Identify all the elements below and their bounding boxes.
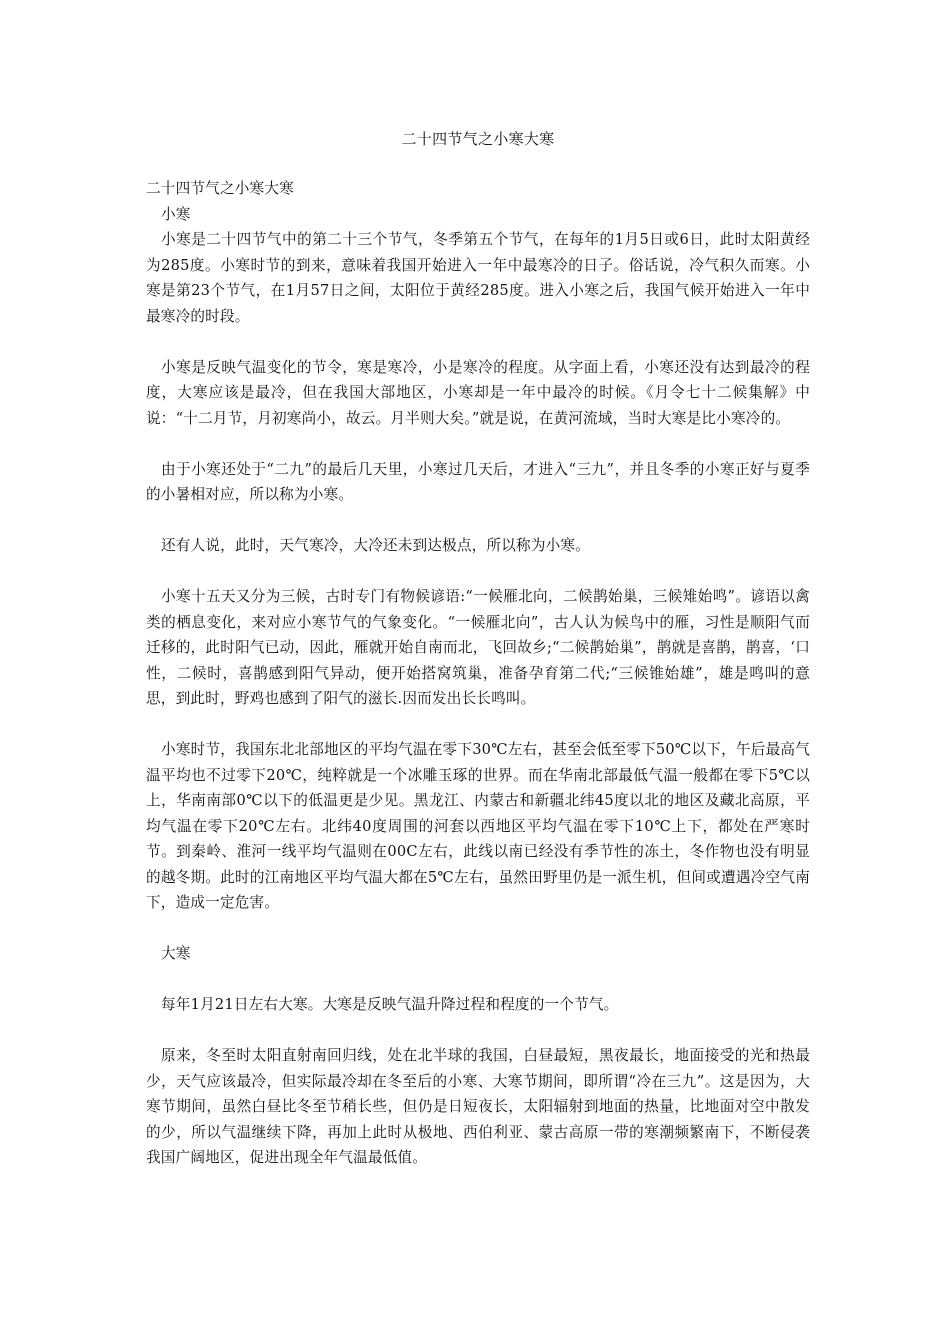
paragraph: 小寒时节，我国东北北部地区的平均气温在零下30℃左右，甚至会低至零下50℃以下，午后最高气温平均也不过零下20℃，纯粹就是一个冰雕玉琢的世界。而在华南北部最低气温一般都在零下5℃以上，华南南部0℃以下的低温更是少见。黑龙江、内蒙古和新疆北纬45度以北的地区及藏北高原，平均气温在零下20℃左右。北纬40度周围的河套以西地区平均气温在零下10℃上下，都处在严寒时节。到秦岭、淮河一线平均气温则在00C左右，此线以南已经没有季节性的冻土，冬作物也没有明显的越冬期。此时的江南地区平均气温大都在5℃左右，虽然田野里仍是一派生机，但间或遭遇冷空气南下，造成一定危害。 [146,741,810,911]
paragraph: 小寒是反映气温变化的节令，寒是寒冷，小是寒冷的程度。从字面上看，小寒还没有达到最冷的程度，大寒应该是最冷，但在我国大部地区，小寒却是一年中最冷的时候。《月令七十二候集解》中说：“十二月节，月初寒尚小，故云。月半则大矣。”就是说，在黄河流域，当时大寒是比小寒冷的。 [146,358,810,427]
paragraph: 原来，冬至时太阳直射南回归线，处在北半球的我国，白昼最短，黑夜最长，地面接受的光和热最少，天气应该最冷，但实际最冷却在冬至后的小寒、大寒节期间，即所谓“冷在三九”。这是因为，大寒节期间，虽然白昼比冬至节稍长些，但仍是日短夜长，太阳辐射到地面的热量，比地面对空中散发的少，所以气温继续下降，再加上此时从极地、西伯利亚、蒙古高原一带的寒潮频繁南下，不断侵袭我国广阔地区，促进出现全年气温最低值。 [146,1047,810,1166]
document-body [146,176,810,1171]
paragraph: 小寒是二十四节气中的第二十三个节气，冬季第五个节气，在每年的1月5日或6日，此时太阳黄经为285度。小寒时节的到来，意味着我国开始进入一年中最寒冷的日子。俗话说，冷气积久而寒。小寒是第23个节气，在1月57日之间，太阳位于黄经285度。进入小寒之后，我国气候开始进入一年中最寒冷的时段。 [146,231,810,325]
paragraph: 还有人说，此时，天气寒冷，大冷还未到达极点，所以称为小寒。 [161,537,591,554]
section-heading-xiaohan: 小寒 [161,205,191,223]
section-heading-dahan: 大寒 [161,945,191,962]
paragraph: 小寒十五天又分为三候，古时专门有物候谚语:“一候雁北向，二候鹊始巢，三候雉始鸣”。谚语以禽类的栖息变化，来对应小寒节气的气象变化。“一候雁北向”，古人认为候鸟中的雁，习性是顺阳气而迁移的，此时阳气已动，因此，雁就开始自南而北，飞回故乡;“二候鹊始巢”，鹊就是喜鹊，鹊喜，‘口性，二候时，喜鹊感到阳气异动，便开始搭窝筑巢，准备孕育第二代;“三候锥始雄”，雄是鸣叫的意思，到此时，野鸡也感到了阳气的滋长.因而发出长长鸣叫。 [146,588,810,707]
paragraph: 由于小寒还处于“二九”的最后几天里，小寒过几天后，才进入“三九”，并且冬季的小寒正好与夏季的小暑相对应，所以称为小寒。 [146,460,810,503]
paragraph: 每年1月21日左右大寒。大寒是反映气温升降过程和程度的一个节气。 [161,996,619,1013]
document-page [146,0,810,1344]
document-subtitle: 二十四节气之小寒大寒 [146,180,294,197]
document-title: 二十四节气之小寒大寒 [401,130,555,148]
